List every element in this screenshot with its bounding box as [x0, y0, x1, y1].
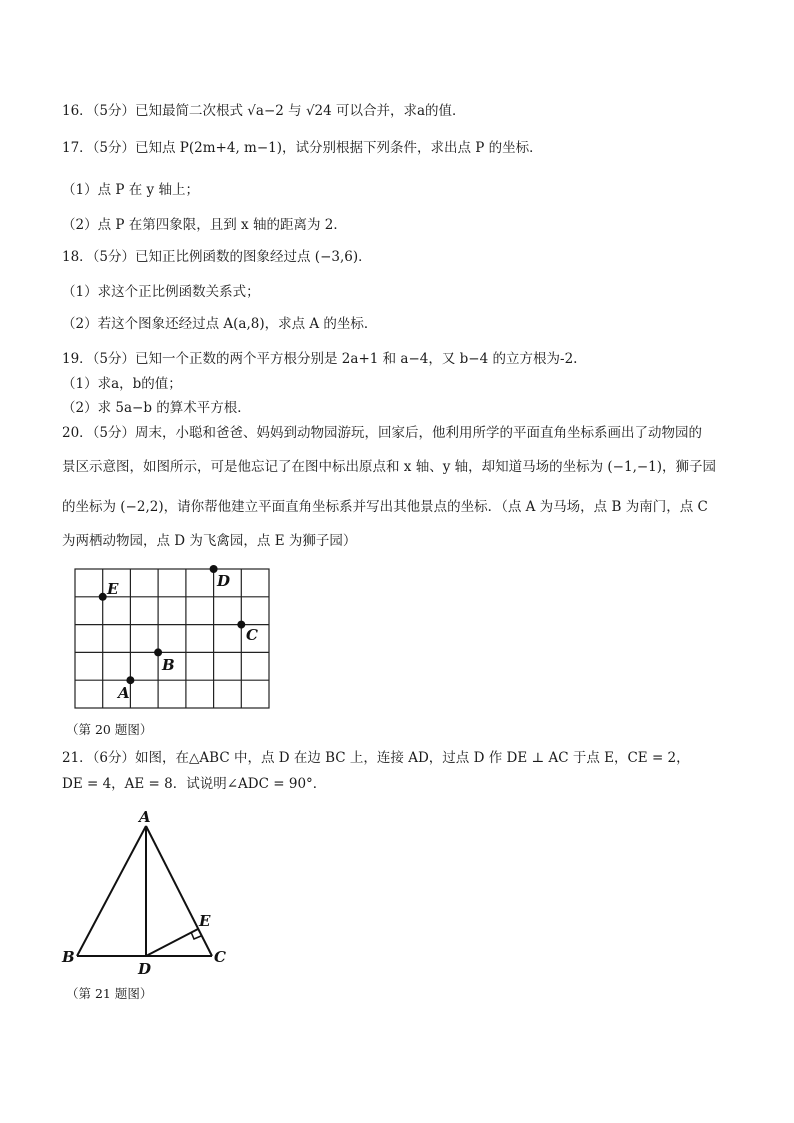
problem-18-part-2: （2）若这个图象还经过点 A(a,8)，求点 A 的坐标．	[62, 316, 378, 332]
caption-21: （第 21 题图）	[66, 986, 153, 1001]
point-A	[126, 676, 134, 684]
label-B: B	[162, 656, 175, 674]
problem-19-part-2: （2）求 5a−b 的算术平方根．	[62, 400, 251, 416]
point-C	[237, 621, 245, 629]
problem-17: 17．（5分）已知点 P(2m+4, m−1)，试分别根据下列条件，求出点 P 的坐标．	[62, 140, 543, 156]
label-E: E	[199, 912, 211, 930]
problem-20-line-4: 为两栖动物园，点 D 为飞禽园，点 E 为狮子园）	[62, 533, 357, 549]
label-E: E	[107, 580, 119, 598]
problem-21-line-2: DE = 4，AE = 8．试说明∠ADC = 90°．	[62, 776, 327, 792]
label-B: B	[62, 948, 75, 966]
label-C: C	[214, 948, 226, 966]
label-D: D	[217, 572, 231, 590]
problem-18-part-1: （1）求这个正比例函数关系式；	[62, 284, 260, 300]
problem-17-part-1: （1）点 P 在 y 轴上；	[62, 182, 199, 198]
problem-20-line-1: 20．（5分）周末，小聪和爸爸、妈妈到动物园游玩，回家后，他利用所学的平面直角坐标系画出了动物园的	[62, 425, 703, 441]
problem-20-line-3: 的坐标为 (−2,2)，请你帮他建立平面直角坐标系并写出其他景点的坐标．（点 A 为马场，点 B 为南门，点 C	[62, 499, 708, 515]
label-A: A	[139, 808, 151, 826]
label-A: A	[118, 684, 130, 702]
problem-19: 19．（5分）已知一个正数的两个平方根分别是 2a+1 和 a−4，又 b−4 的立方根为-2.	[62, 351, 578, 367]
figure-20-grid	[70, 564, 276, 714]
label-C: C	[246, 626, 258, 644]
caption-20: （第 20 题图）	[66, 722, 153, 737]
problem-17-part-2: （2）点 P 在第四象限，且到 x 轴的距离为 2．	[62, 217, 347, 233]
problem-21-line-1: 21．（6分）如图，在△ABC 中，点 D 在边 BC 上，连接 AD，过点 D 作 DE ⊥ AC 于点 E，CE = 2，	[62, 750, 690, 766]
problem-20-line-2: 景区示意图，如图所示，可是他忘记了在图中标出原点和 x 轴、y 轴，却知道马场的坐标为 (−1,−1)，狮子园	[62, 459, 717, 475]
point-B	[154, 648, 162, 656]
problem-16: 16．（5分）已知最简二次根式 √a−2 与 √24 可以合并，求a的值．	[62, 103, 466, 119]
label-D: D	[138, 960, 152, 978]
figure-21-triangle	[58, 806, 238, 978]
problem-18: 18．（5分）已知正比例函数的图象经过点 (−3,6)．	[62, 249, 372, 265]
point-E	[99, 593, 107, 601]
problem-19-part-1: （1）求a，b的值；	[62, 376, 182, 392]
